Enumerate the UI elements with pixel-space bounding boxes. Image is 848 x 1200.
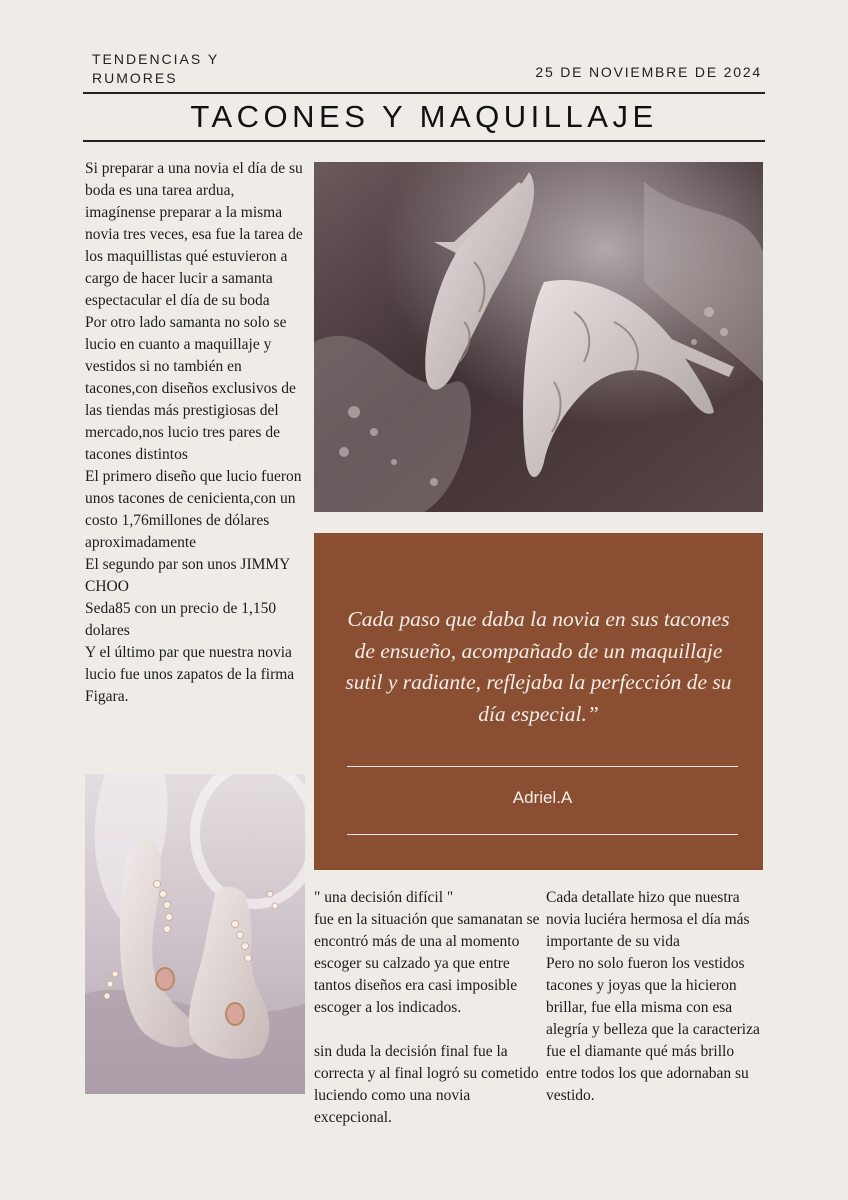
article-paragraph: Por otro lado samanta no solo se lucio en cuanto a maquillaje y vestidos si no también en tacones,con diseños exclusivos de las tiendas más prestigiosas del mercado,nos lucio tres pares de tacones distintos xyxy=(85,314,296,463)
article-paragraph: Pero no solo fueron los vestidos tacones y joyas que la hicieron brillar, fue ella misma con esa alegría y belleza que la caracteriza fue el diamante qué más brillo entre todos los que adornaban su vestido. xyxy=(546,955,760,1104)
section-label: TENDENCIAS Y RUMORES xyxy=(92,51,219,86)
pull-quote-text: Cada paso que daba la novia en sus tacones de ensueño, acompañado de un maquillaje sutil y radiante, reflejaba la perfección de su día especial.” xyxy=(345,607,732,726)
article-paragraph: El segundo par son unos JIMMY CHOO xyxy=(85,556,290,595)
article-paragraph: Cada detallate hizo que nuestra novia luciéra hermosa el día más importante de su vida xyxy=(546,889,750,950)
article-middle-column xyxy=(314,887,542,1129)
article-paragraph: Y el último par que nuestra novia lucio fue unos zapatos de la firma Figara. xyxy=(85,644,295,705)
quote-author: Adriel.A xyxy=(512,788,573,807)
quote-divider xyxy=(347,766,738,767)
header-rule-top xyxy=(83,92,765,94)
article-paragraph: sin duda la decisión final fue la correcta y al final logró su cometido luciendo como una novia excepcional. xyxy=(314,1043,539,1126)
quote-divider xyxy=(347,834,738,835)
article-paragraph: El primero diseño que lucio fueron unos tacones de cenicienta,con un costo 1,76millones de dólares aproximadamente xyxy=(85,468,302,551)
pearl-heels-photo xyxy=(85,774,305,1094)
article-paragraph: Seda85 con un precio de 1,150 dolares xyxy=(85,600,277,639)
paragraph-spacer xyxy=(314,1019,542,1041)
header-rule-bottom xyxy=(83,140,765,142)
article-left-column xyxy=(85,158,307,708)
article-paragraph: Si preparar a una novia el día de su boda es una tarea ardua, imagínense preparar a la misma novia tres veces, esa fue la tarea de los maquillistas qué estuvieron a cargo de hacer lucir a samanta espectacular el día de su boda xyxy=(85,160,303,309)
issue-date: 25 DE NOVIEMBRE DE 2024 xyxy=(535,64,762,80)
article-paragraph: " una decisión difícil " xyxy=(314,889,454,906)
article-paragraph: fue en la situación que samanatan se encontró más de una al momento escoger su calzado ya que entre tantos diseños era casi imposible escoger a los indicados. xyxy=(314,911,540,1016)
bridal-heels-photo xyxy=(314,162,763,512)
page-title: TACONES Y MAQUILLAJE xyxy=(190,99,658,134)
article-right-column xyxy=(546,887,764,1107)
